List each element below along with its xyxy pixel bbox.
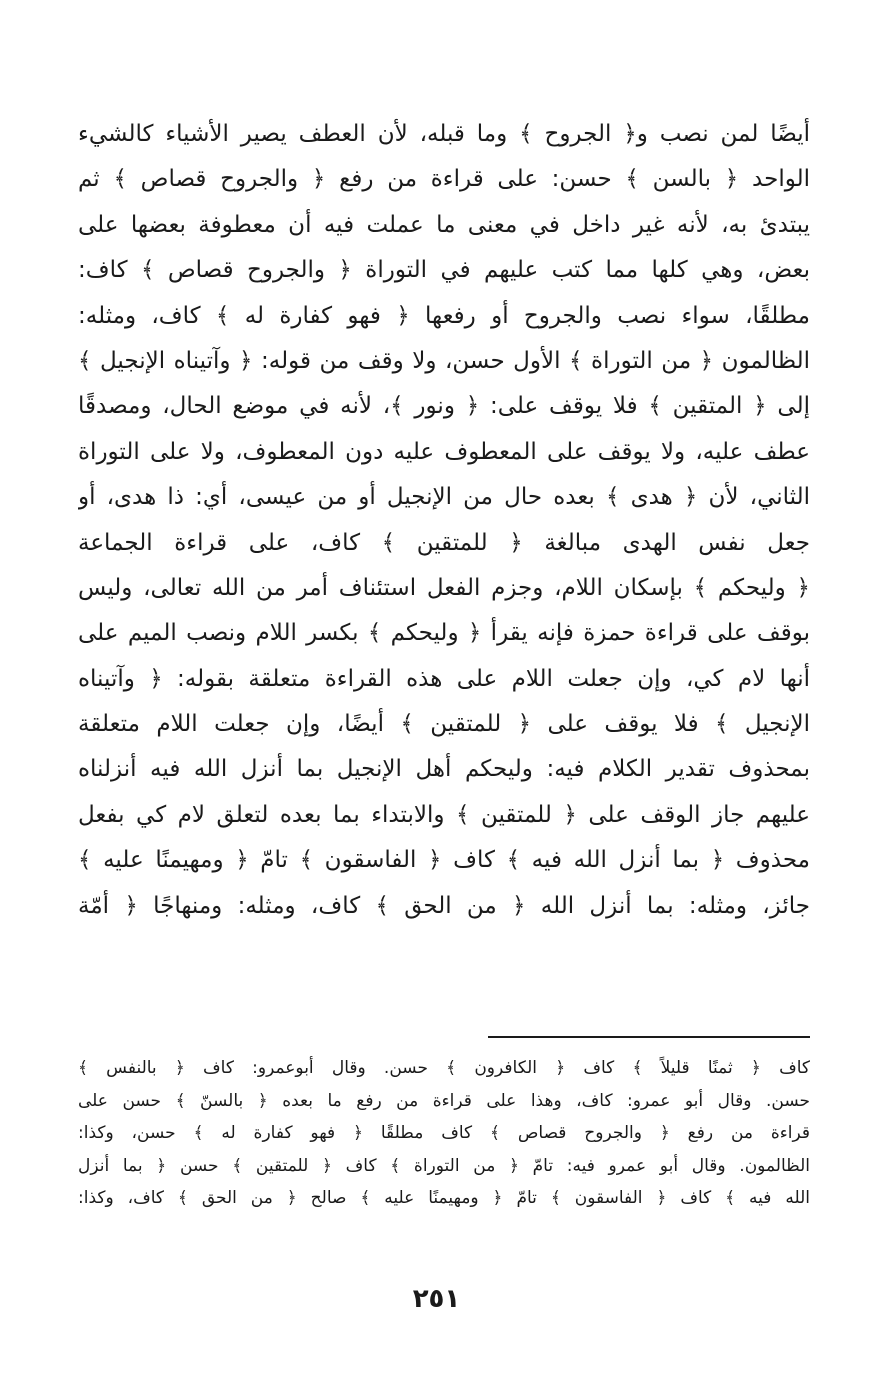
main-text-line-15: بمحذوف تقدير الكلام فيه: وليحكم أهل الإنجيل بما أنزل الله فيه أنزلناه	[78, 756, 810, 783]
main-text-line-8: عطف عليه، ولا يوقف على المعطوف عليه دون المعطوف، ولا على التوراة	[78, 438, 810, 465]
footnote-line-4: الظالمون. وقال أبو عمرو فيه: تامّ ﴿ من التوراة ﴾ كاف ﴿ للمتقين ﴾ حسن ﴿ بما أنزل	[78, 1155, 810, 1176]
footnote-line-1: كاف ﴿ ثمنًا قليلاً ﴾ كاف ﴿ الكافرون ﴾ حسن. وقال أبوعمرو: كاف ﴿ بالنفس ﴾	[78, 1058, 810, 1078]
main-text-line-4: بعض، وهي كلها مما كتب عليهم في التوراة ﴿ والجروح قصاص ﴾ كاف:	[78, 257, 810, 284]
main-text-line-7: إلى ﴿ المتقين ﴾ فلا يوقف على: ﴿ ونور ﴾، لأنه في موضع الحال، ومصدقًا	[78, 393, 810, 420]
footnote-line-5: الله فيه ﴾ كاف ﴿ الفاسقون ﴾ تامّ ﴿ ومهيمنًا عليه ﴾ صالح ﴿ من الحق ﴾ كاف، وكذا:	[78, 1188, 810, 1209]
footnotes-block	[78, 1052, 810, 1215]
main-text-line-16: عليهم جاز الوقف على ﴿ للمتقين ﴾ والابتداء بما بعده لتعلق لام كي بفعل	[78, 801, 810, 828]
main-text-line-1: أيضًا لمن نصب و﴿ الجروح ﴾ وما قبله، لأن العطف يصير الأشياء كالشيء	[78, 121, 810, 147]
main-text-line-10: جعل نفس الهدى مبالغة ﴿ للمتقين ﴾ كاف، على قراءة الجماعة	[78, 529, 810, 556]
main-text-line-13: أنها لام كي، وإن جعلت اللام على هذه القراءة متعلقة بقوله: ﴿ وآتيناه	[78, 665, 810, 692]
footnote-separator	[488, 1036, 810, 1038]
main-text-line-17: محذوف ﴿ بما أنزل الله فيه ﴾ كاف ﴿ الفاسقون ﴾ تامّ ﴿ ومهيمنًا عليه ﴾	[78, 847, 810, 874]
main-text-line-12: بوقف على قراءة حمزة فإنه يقرأ ﴿ وليحكم ﴾ بكسر اللام ونصب الميم على	[78, 620, 810, 647]
main-text-line-6: الظالمون ﴿ من التوراة ﴾ الأول حسن، ولا وقف من قوله: ﴿ وآتيناه الإنجيل ﴾	[78, 347, 810, 374]
footnote-line-2: حسن. وقال أبو عمرو: كاف، وهذا على قراءة من رفع ما بعده ﴿ بالسنّ ﴾ حسن على	[78, 1090, 810, 1111]
page-number: ٢٥١	[412, 1284, 461, 1314]
main-text-line-3: يبتدئ به، لأنه غير داخل في معنى ما عملت فيه أن معطوفة بعضها على	[78, 211, 810, 238]
main-text-line-5: مطلقًا، سواء نصب والجروح أو رفعها ﴿ فهو كفارة له ﴾ كاف، ومثله:	[78, 302, 810, 329]
main-text-block	[78, 112, 810, 929]
main-text-line-11: ﴿ وليحكم ﴾ بإسكان اللام، وجزم الفعل استئناف أمر من الله تعالى، وليس	[78, 574, 810, 601]
main-text-line-2: الواحد ﴿ بالسن ﴾ حسن: على قراءة من رفع ﴿ والجروح قصاص ﴾ ثم	[78, 166, 810, 193]
main-text-line-9: الثاني، لأن ﴿ هدى ﴾ بعده حال من الإنجيل أو من عيسى، أي: ذا هدى، أو	[78, 484, 810, 511]
main-text-line-18: جائز، ومثله: بما أنزل الله ﴿ من الحق ﴾ كاف، ومثله: ومنهاجًا ﴿ أمّة	[78, 892, 810, 919]
footnote-line-3: قراءة من رفع ﴿ والجروح قصاص ﴾ كاف مطلقًا ﴿ فهو كفارة له ﴾ حسن، وكذا:	[78, 1123, 810, 1144]
main-text-line-14: الإنجيل ﴾ فلا يوقف على ﴿ للمتقين ﴾ أيضًا، وإن جعلت اللام متعلقة	[78, 711, 810, 738]
